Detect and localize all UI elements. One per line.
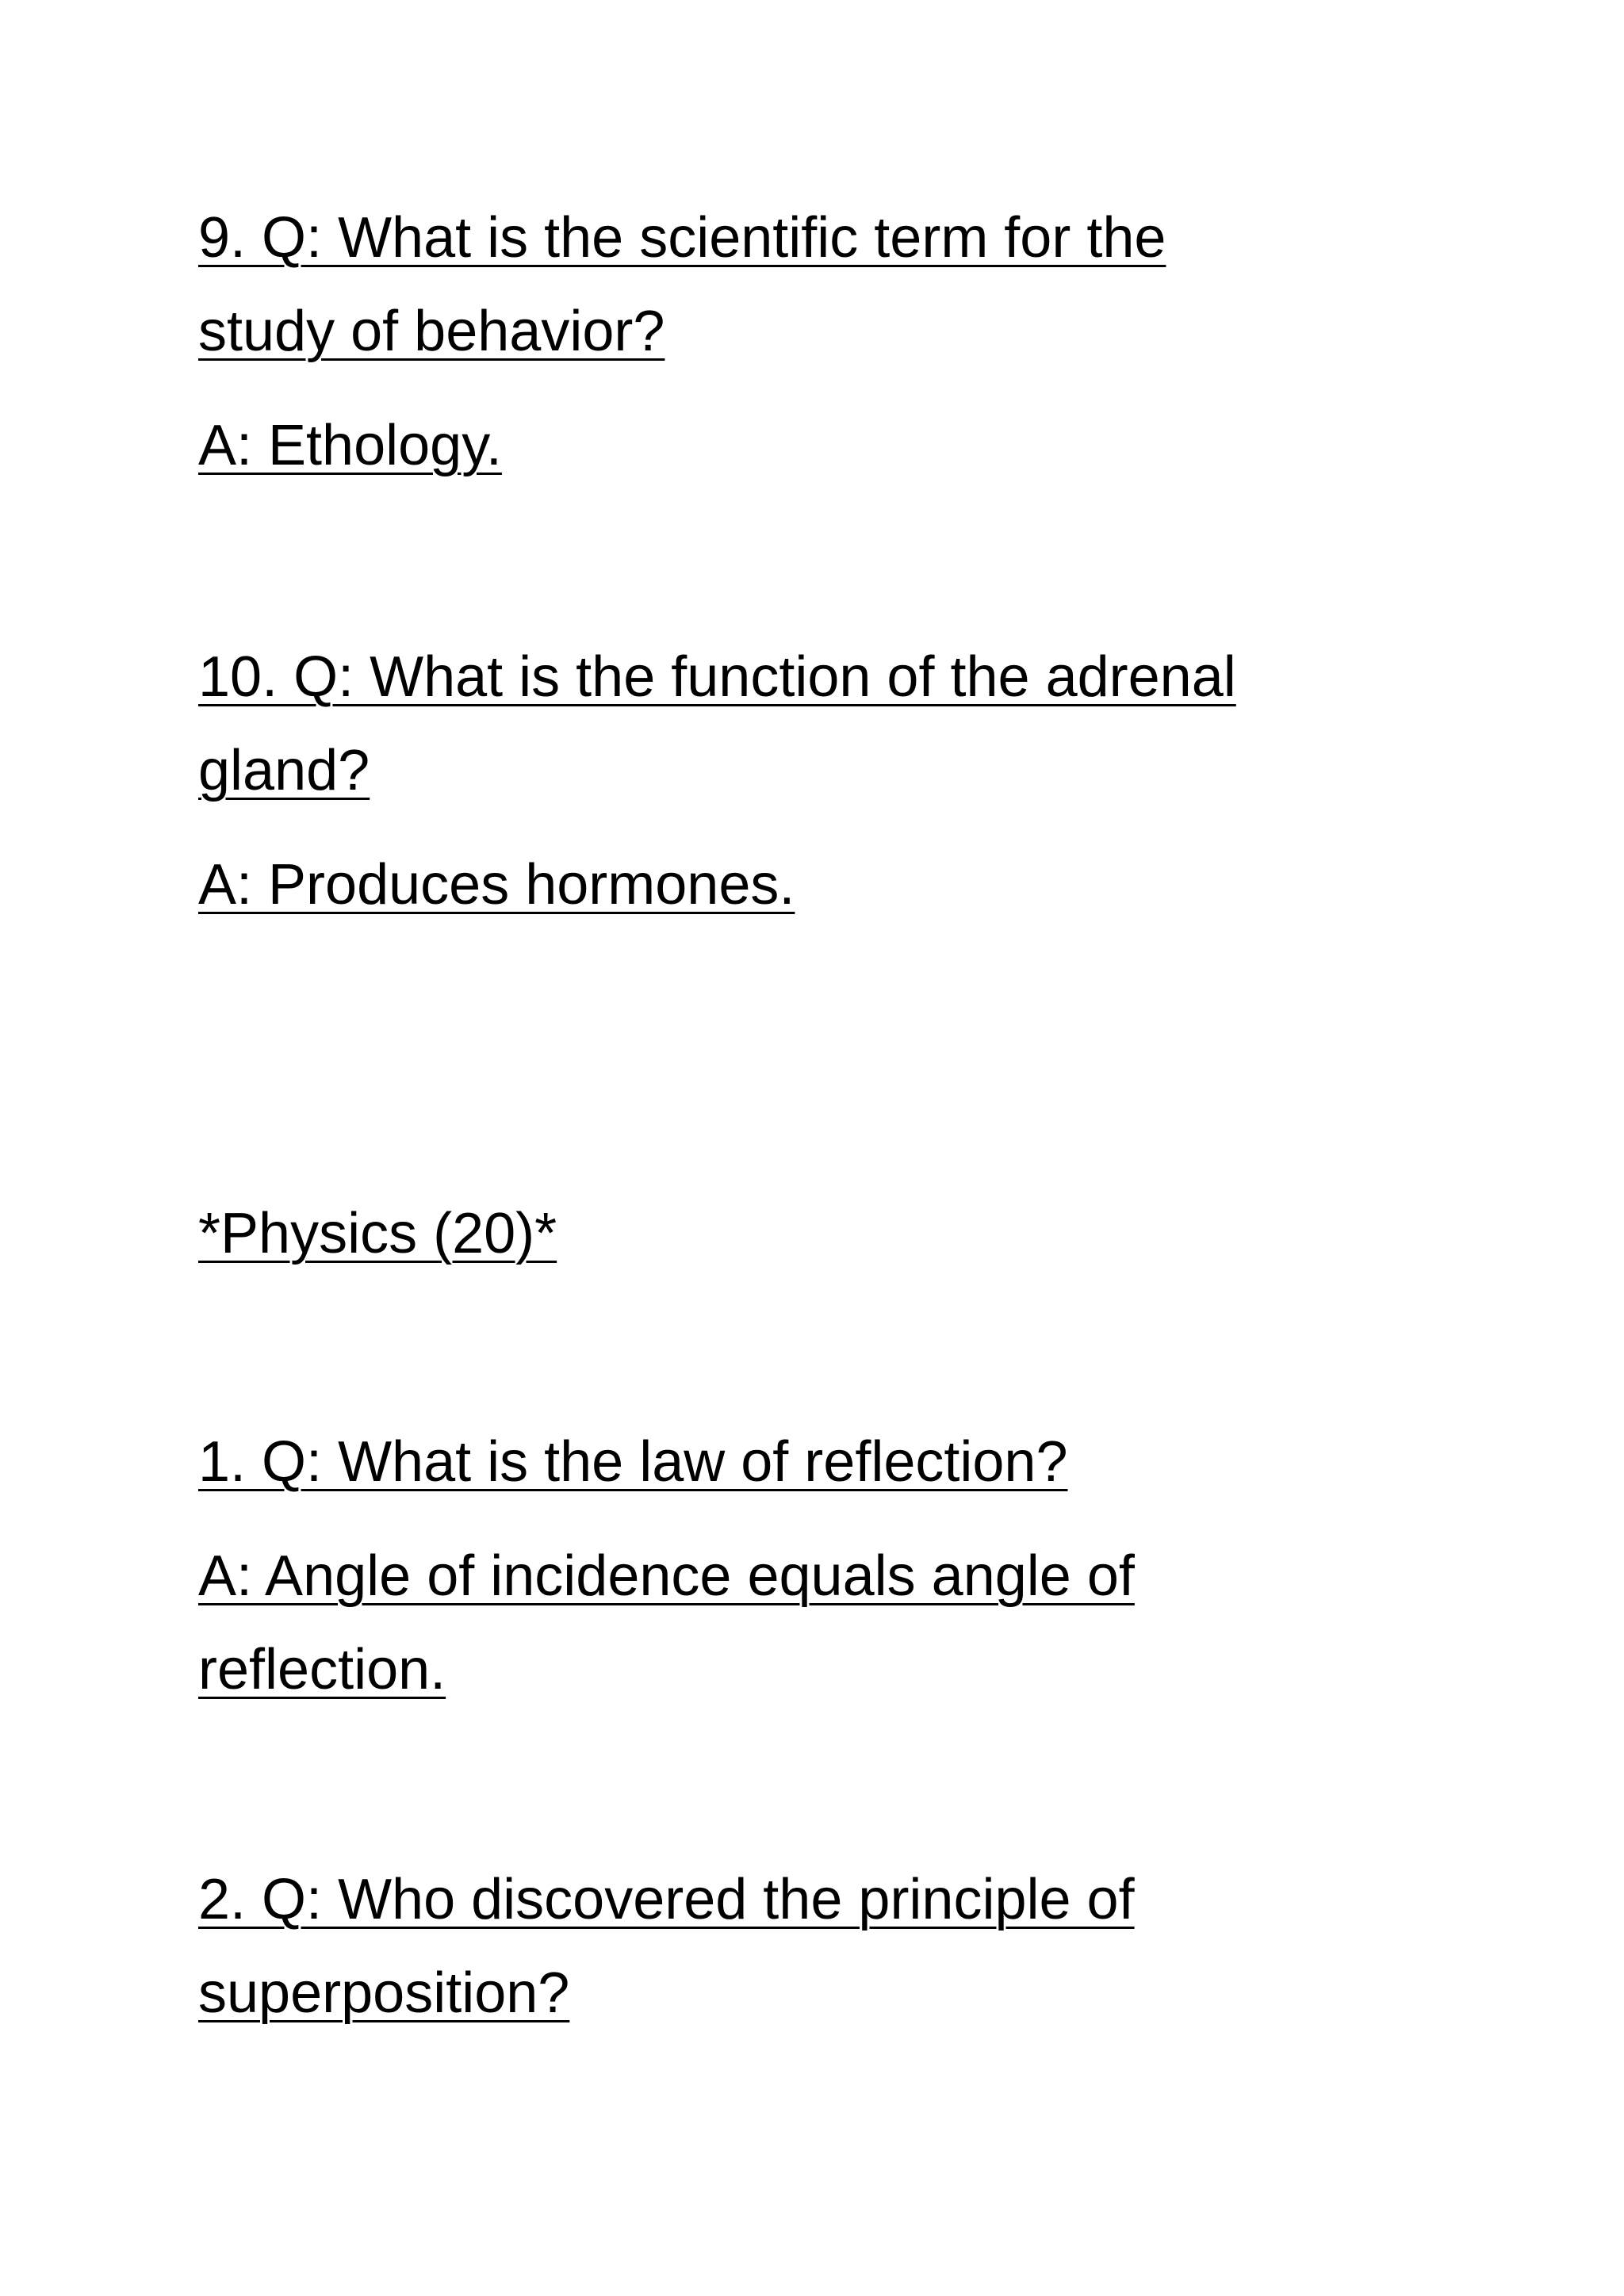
question-10-line-1: 10. Q: What is the function of the adrenal [198, 645, 1236, 709]
answer-1-line-2: reflection. [198, 1638, 446, 1701]
section-heading: *Physics (20)* [198, 1202, 557, 1265]
answer-10: A: Produces hormones. [198, 853, 795, 916]
question-9-line-1: 9. Q: What is the scientific term for the [198, 206, 1166, 270]
answer-1-line-1: A: Angle of incidence equals angle of [198, 1544, 1135, 1608]
answer-9: A: Ethology. [198, 414, 502, 477]
question-2-line-1: 2. Q: Who discovered the principle of [198, 1868, 1135, 1931]
question-2-line-2: superposition? [198, 1961, 570, 2025]
question-1: 1. Q: What is the law of reflection? [198, 1430, 1068, 1494]
question-9-line-2: study of behavior? [198, 300, 665, 363]
question-10-line-2: gland? [198, 739, 370, 802]
